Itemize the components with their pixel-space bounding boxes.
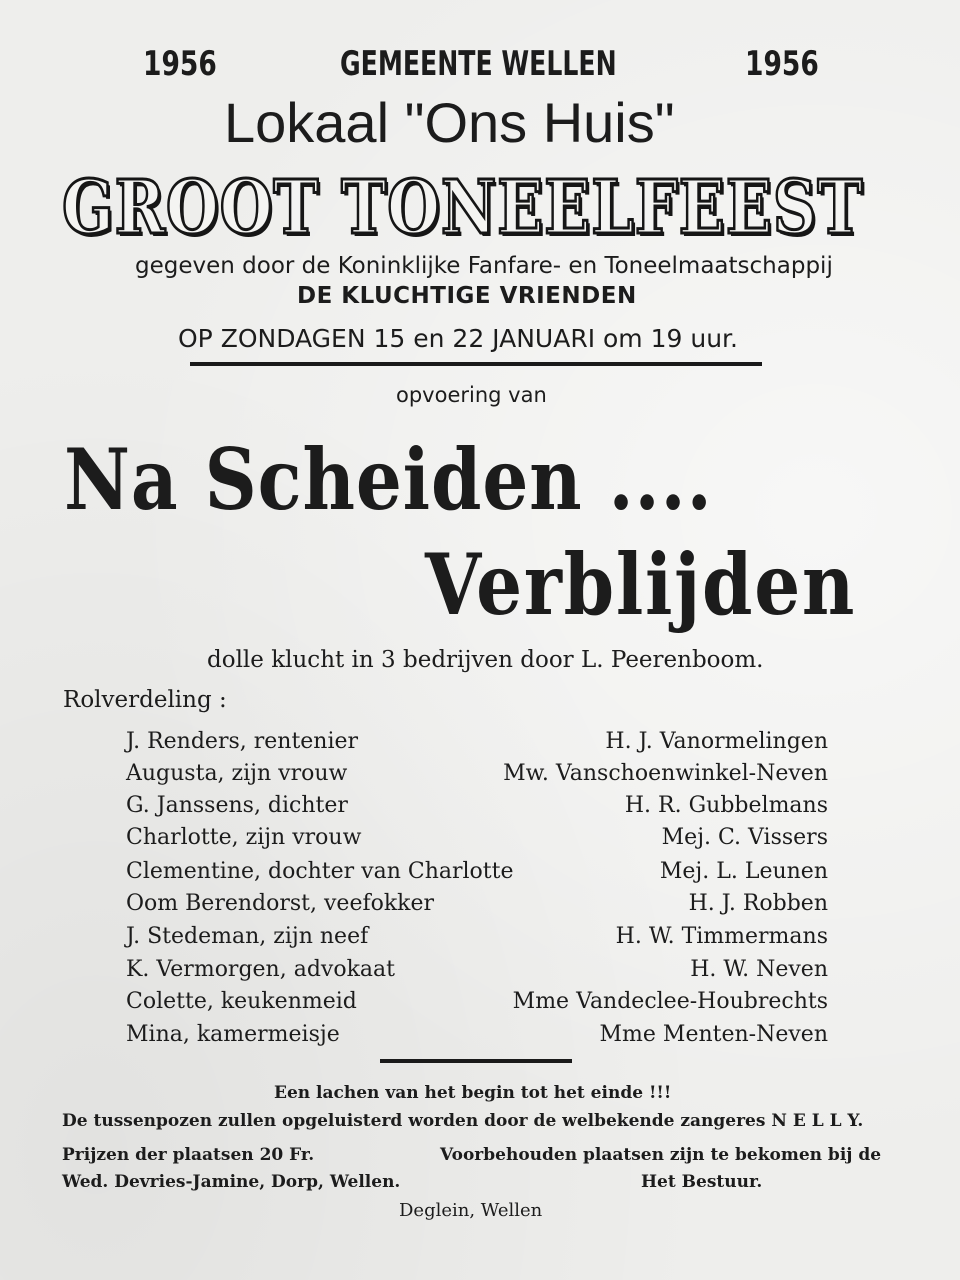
intermission-note: De tussenpozen zullen opgeluisterd worden door de welbekende zangeres N E L L Y. bbox=[62, 1111, 864, 1131]
cast-heading: Rolverdeling : bbox=[63, 687, 227, 713]
cast-actor: Mej. C. Vissers bbox=[661, 825, 828, 850]
printer-credit: Deglein, Wellen bbox=[399, 1200, 543, 1221]
organizer-line: gegeven door de Koninklijke Fanfare- en Toneelmaatschappij bbox=[135, 253, 833, 279]
cast-role: Augusta, zijn vrouw bbox=[126, 761, 348, 786]
cast-actor: H. R. Gubbelmans bbox=[624, 793, 828, 818]
cast-role: K. Vermorgen, advokaat bbox=[126, 957, 395, 982]
cast-role: J. Renders, rentenier bbox=[126, 729, 359, 754]
reservation-address: Wed. Devries-Jamine, Dorp, Wellen. bbox=[62, 1172, 401, 1192]
year-right: 1956 bbox=[745, 44, 819, 84]
municipality-heading: GEMEENTE WELLEN bbox=[340, 44, 617, 84]
play-title-line1: Na Scheiden .... bbox=[64, 430, 713, 529]
cast-role: Colette, keukenmeid bbox=[126, 989, 357, 1014]
board-signature: Het Bestuur. bbox=[641, 1172, 763, 1192]
cast-actor: Mej. L. Leunen bbox=[659, 859, 828, 884]
cast-row bbox=[0, 761, 960, 793]
play-title-line2: Verblijden bbox=[425, 535, 857, 634]
venue-title: Lokaal "Ons Huis" bbox=[224, 91, 675, 154]
cast-actor: Mme Menten-Neven bbox=[599, 1022, 828, 1047]
play-intro: opvoering van bbox=[396, 383, 547, 407]
cast-row bbox=[0, 825, 960, 857]
play-subtitle: dolle klucht in 3 bedrijven door L. Peerenboom. bbox=[207, 647, 764, 673]
organizer-name: DE KLUCHTIGE VRIENDEN bbox=[297, 283, 637, 309]
cast-row bbox=[0, 729, 960, 761]
cast-actor: Mme Vandeclee-Houbrechts bbox=[512, 989, 828, 1014]
cast-row bbox=[0, 957, 960, 989]
cast-row bbox=[0, 989, 960, 1021]
cast-actor: H. W. Timmermans bbox=[615, 924, 828, 949]
cast-actor: H. W. Neven bbox=[690, 957, 828, 982]
tagline: Een lachen van het begin tot het einde !!! bbox=[274, 1083, 672, 1103]
cast-row bbox=[0, 924, 960, 956]
divider-bottom bbox=[380, 1059, 572, 1063]
performance-dates: OP ZONDAGEN 15 en 22 JANUARI om 19 uur. bbox=[178, 324, 738, 353]
cast-actor: Mw. Vanschoenwinkel-Neven bbox=[503, 761, 828, 786]
ticket-prices: Prijzen der plaatsen 20 Fr. bbox=[62, 1145, 315, 1165]
cast-role: Mina, kamermeisje bbox=[126, 1022, 340, 1047]
year-left: 1956 bbox=[143, 44, 217, 84]
cast-row bbox=[0, 1022, 960, 1054]
cast-role: Oom Berendorst, veefokker bbox=[126, 891, 435, 916]
cast-actor: H. J. Vanormelingen bbox=[605, 729, 828, 754]
cast-role: Charlotte, zijn vrouw bbox=[126, 825, 362, 850]
cast-role: J. Stedeman, zijn neef bbox=[126, 924, 369, 949]
cast-row bbox=[0, 793, 960, 825]
reservation-note: Voorbehouden plaatsen zijn te bekomen bij de bbox=[440, 1145, 882, 1165]
cast-row bbox=[0, 859, 960, 891]
event-title: GROOT TONEELFEEST bbox=[62, 165, 864, 251]
cast-actor: H. J. Robben bbox=[688, 891, 828, 916]
divider-top bbox=[190, 362, 762, 366]
cast-role: G. Janssens, dichter bbox=[126, 793, 348, 818]
cast-row bbox=[0, 891, 960, 923]
cast-role: Clementine, dochter van Charlotte bbox=[126, 859, 514, 884]
